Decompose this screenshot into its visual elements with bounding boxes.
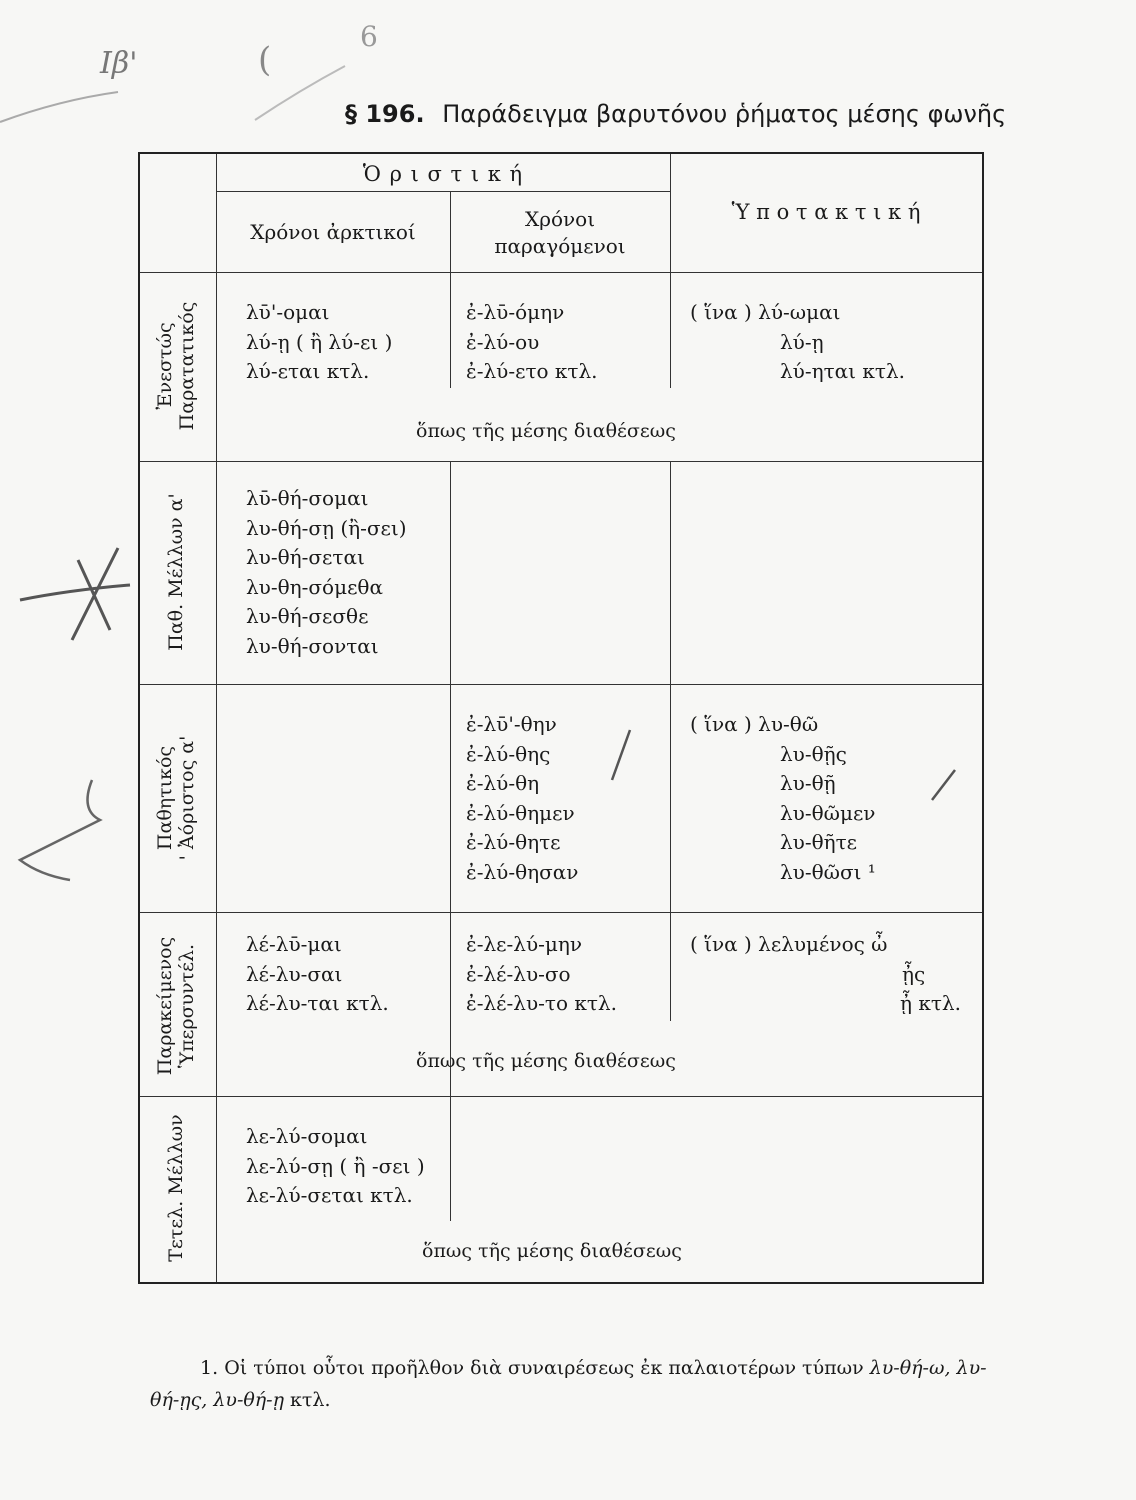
form: λυ-θῇ (780, 771, 836, 795)
form: λυ-θῶσι ¹ (780, 859, 876, 884)
form: λέ-λυ-ται κτλ. (246, 991, 389, 1015)
form: λε-λύ-σῃ ( ἢ -σει ) (246, 1153, 425, 1178)
form: λυ-θή-σῃ (ἢ-σει) (246, 515, 407, 540)
form: λέ-λυ-σαι (246, 961, 343, 986)
row-label-parakeimenos-line2: Ὑπερσυντέλ. (176, 943, 198, 1069)
header-chronoi-paragomenoi-line2: παραγόμενοι (494, 234, 626, 258)
footnote-marker: 1. (200, 1357, 219, 1379)
form: λυ-θη-σόμεθα (246, 574, 383, 599)
footnote-end: κτλ. (290, 1389, 331, 1411)
form: λυ-θή-σεσθε (246, 604, 369, 628)
row-label-parakeimenos-line1: Παρακείμενος (154, 936, 176, 1076)
row-label-enestos-line2: Παρατατικός (176, 301, 198, 431)
row5-note: ὅπως τῆς μέσης διαθέσεως (422, 1240, 682, 1262)
form: λύ-ηται κτλ. (780, 359, 905, 383)
row4-note: ὅπως τῆς μέσης διαθέσεως (416, 1050, 676, 1072)
form: ἐ-λύ-θημεν (466, 800, 575, 825)
row-label-pathetikos-line1: Παθητικός (154, 745, 176, 851)
pencil-cross (20, 548, 130, 640)
row-label-tetel-mellon-line1: Τετελ. Μέλλων (165, 1114, 187, 1262)
form: λυ-θῆτε (780, 830, 858, 854)
form: ( ἵνα ) λυ-θῶ (690, 712, 819, 736)
margin-note-1: Ιβ' (100, 46, 138, 81)
form: λε-λύ-σομαι (246, 1124, 368, 1148)
pencil-squiggle (20, 780, 100, 880)
form: λυ-θῶμεν (780, 800, 876, 825)
footnote-text: Οἱ τύποι οὗτοι προῆλθον διὰ συναιρέσεως ἐκ παλαιοτέρων τύπων (224, 1357, 864, 1379)
form: λῡ'-ομαι (246, 300, 330, 324)
form: λῡ-θή-σομαι (246, 486, 369, 510)
form: ἐ-λῡ-όμην (466, 300, 565, 324)
section-title: Παράδειγμα βαρυτόνου ῥήματος μέσης φωνῆς (442, 100, 1007, 128)
form: λύ-εται κτλ. (246, 359, 370, 383)
margin-note-2: ( (258, 40, 272, 80)
header-chronoi-arktikoi: Χρόνοι ἀρκτικοί (250, 220, 416, 244)
header-chronoi-paragomenoi-line1: Χρόνοι (524, 207, 596, 231)
form: ἐ-λε-λύ-μην (466, 932, 583, 956)
form: λυ-θή-σεται (246, 545, 365, 569)
row-label-path-mellon-line1: Παθ. Μέλλων α' (165, 493, 187, 651)
form: λυ-θῇς (780, 741, 847, 766)
form: ( ἵνα ) λύ-ωμαι (690, 300, 841, 324)
pencil-stroke (612, 730, 630, 780)
form: ἐ-λέ-λυ-το κτλ. (466, 991, 617, 1015)
form: ἐ-λύ-θησαν (466, 859, 579, 884)
row-label-pathetikos-line2: ' Ἀόριστος α' (176, 735, 198, 861)
form: ᾖς (902, 961, 926, 986)
form: λέ-λῡ-μαι (246, 932, 342, 956)
form: ἐ-λύ-ετο κτλ. (466, 359, 598, 383)
form: ἐ-λύ-θη (466, 771, 540, 795)
pencil-stroke (932, 770, 955, 800)
form: λύ-ῃ (780, 329, 824, 354)
form: ἐ-λύ-θητε (466, 830, 561, 854)
pencil-stroke (255, 66, 345, 120)
form: ἐ-λέ-λυ-σο (466, 961, 571, 986)
form: ἐ-λύ-ου (466, 329, 540, 354)
footnote-forms: λυ-θή-ω, λυ-θή-ῃς, λυ-θή-ῃ (150, 1357, 987, 1411)
form: ἐ-λῡ'-θην (466, 712, 557, 736)
pencil-stroke (0, 92, 118, 122)
margin-note-3: 6 (360, 20, 378, 53)
section-number: § 196. (345, 100, 425, 128)
row1-note: ὅπως τῆς μέσης διαθέσεως (416, 420, 676, 442)
row-label-enestos-line1: Ἐνεστώς (154, 322, 176, 410)
form: λε-λύ-σεται κτλ. (246, 1183, 413, 1207)
form: ( ἵνα ) λελυμένος ὦ (690, 932, 888, 956)
header-ypotaktiki: Ὑ π ο τ α κ τ ι κ ή (731, 200, 921, 224)
form: ἐ-λύ-θης (466, 741, 551, 766)
header-oristiki: Ὁ ρ ι σ τ ι κ ή (362, 162, 524, 186)
form: λυ-θή-σονται (246, 633, 379, 658)
form: λύ-ῃ ( ἢ λύ-ει ) (246, 329, 393, 354)
form: ᾖ κτλ. (900, 991, 961, 1015)
